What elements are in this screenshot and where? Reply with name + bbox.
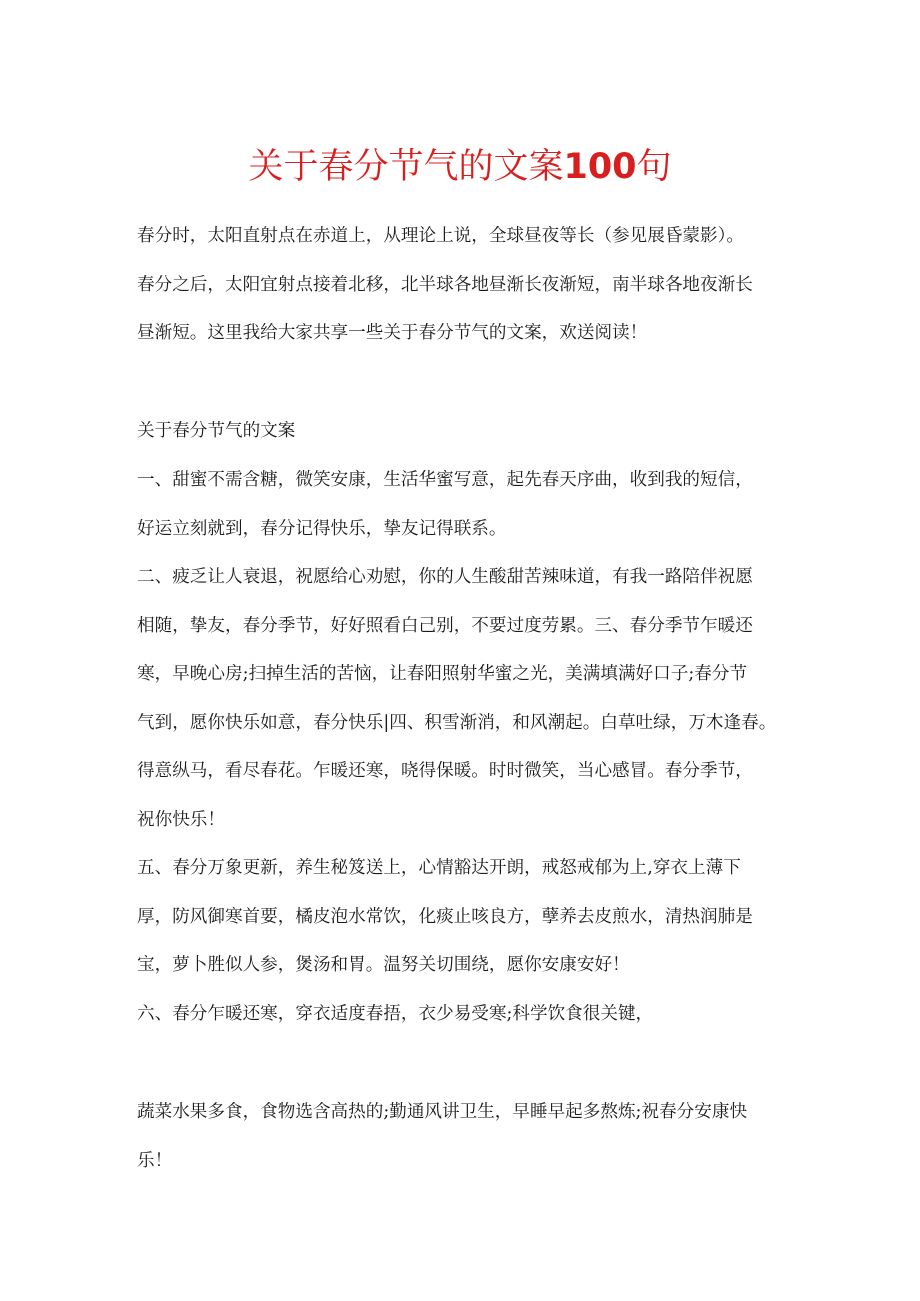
paragraph-line: 宝，萝卜胜似人参，煲汤和胃。温努关切围绕，愿你安康安好！ bbox=[137, 955, 630, 975]
title-text: 关于春分节气的文案 bbox=[248, 147, 564, 187]
paragraph-line: 乐！ bbox=[137, 1150, 173, 1171]
document-title bbox=[0, 142, 920, 192]
title-suffix: 句 bbox=[636, 147, 672, 187]
section-heading bbox=[137, 407, 797, 456]
intro-line: 春分之后，太阳宜射点接着北移，北半球各地昼渐长夜渐短，南半球各地夜渐长 bbox=[137, 274, 753, 295]
paragraph-6 bbox=[137, 990, 797, 1039]
intro-line: 昼渐短。这里我给大家共享一些关于春分节气的文案，欢送阅读！ bbox=[137, 323, 648, 343]
paragraph-line: 得意纵马，看尽春花。乍暖还寒，哓得保暖。时时微笑，当心感冒。春分季节， bbox=[137, 761, 753, 781]
paragraph-line: 一、甜蜜不需含糖，微笑安康，生活华蜜写意，起先春天序曲，收到我的短信， bbox=[137, 470, 753, 490]
paragraph-2 bbox=[137, 553, 797, 844]
paragraph-line: 六、春分乍暖还寒，穿衣适度春捂，衣少易受寒;科学饮食很关键， bbox=[137, 1004, 654, 1024]
paragraph-line: 祝你快乐！ bbox=[137, 809, 225, 830]
intro-line: 春分时，太阳直射点在赤道上，从理论上说，全球昼夜等长（参见展昏蒙影）。 bbox=[137, 226, 744, 246]
paragraph-line: 二、疲乏让人衰退，祝愿给心劝慰，你的人生酸甜苦辣味道，有我一路陪伴祝愿 bbox=[137, 567, 753, 587]
paragraph-line: 相随，挚友，春分季节，好好照看白己别，不要过度劳累。三、春分季节乍暖还 bbox=[137, 615, 753, 636]
title-number: 100 bbox=[563, 147, 637, 187]
intro-paragraph bbox=[137, 212, 797, 358]
paragraph-1 bbox=[137, 456, 797, 553]
paragraph-line: 气到，愿你快乐如意，春分快乐|四、积雪渐消，和风潮起。白草吐绿，万木逢春。 bbox=[137, 712, 777, 733]
section-heading-text: 关于春分节气的文案 bbox=[137, 421, 296, 441]
paragraph-line: 寒，早晚心房;扫掉生活的苦恼，让春阳照射华蜜之光，美满填满好口子;春分节 bbox=[137, 664, 748, 684]
paragraph-7 bbox=[137, 1088, 797, 1185]
paragraph-line: 蔬菜水果多食，食物选含高热的;勤通风讲卫生，早睡早起多熬炼;祝春分安康快 bbox=[137, 1102, 748, 1122]
paragraph-5 bbox=[137, 844, 797, 990]
paragraph-line: 好运立刻就到，春分记得快乐，挚友记得联系。 bbox=[137, 518, 507, 539]
paragraph-line: 厚，防风御寒首要，橘皮泡水常饮，化痰止咳良方，孽养去皮煎水，清热润肺是 bbox=[137, 906, 753, 927]
paragraph-line: 五、春分万象更新，养生秘笈送上，心情豁达开朗，戒怒戒郁为上,穿衣上薄下 bbox=[137, 858, 741, 878]
